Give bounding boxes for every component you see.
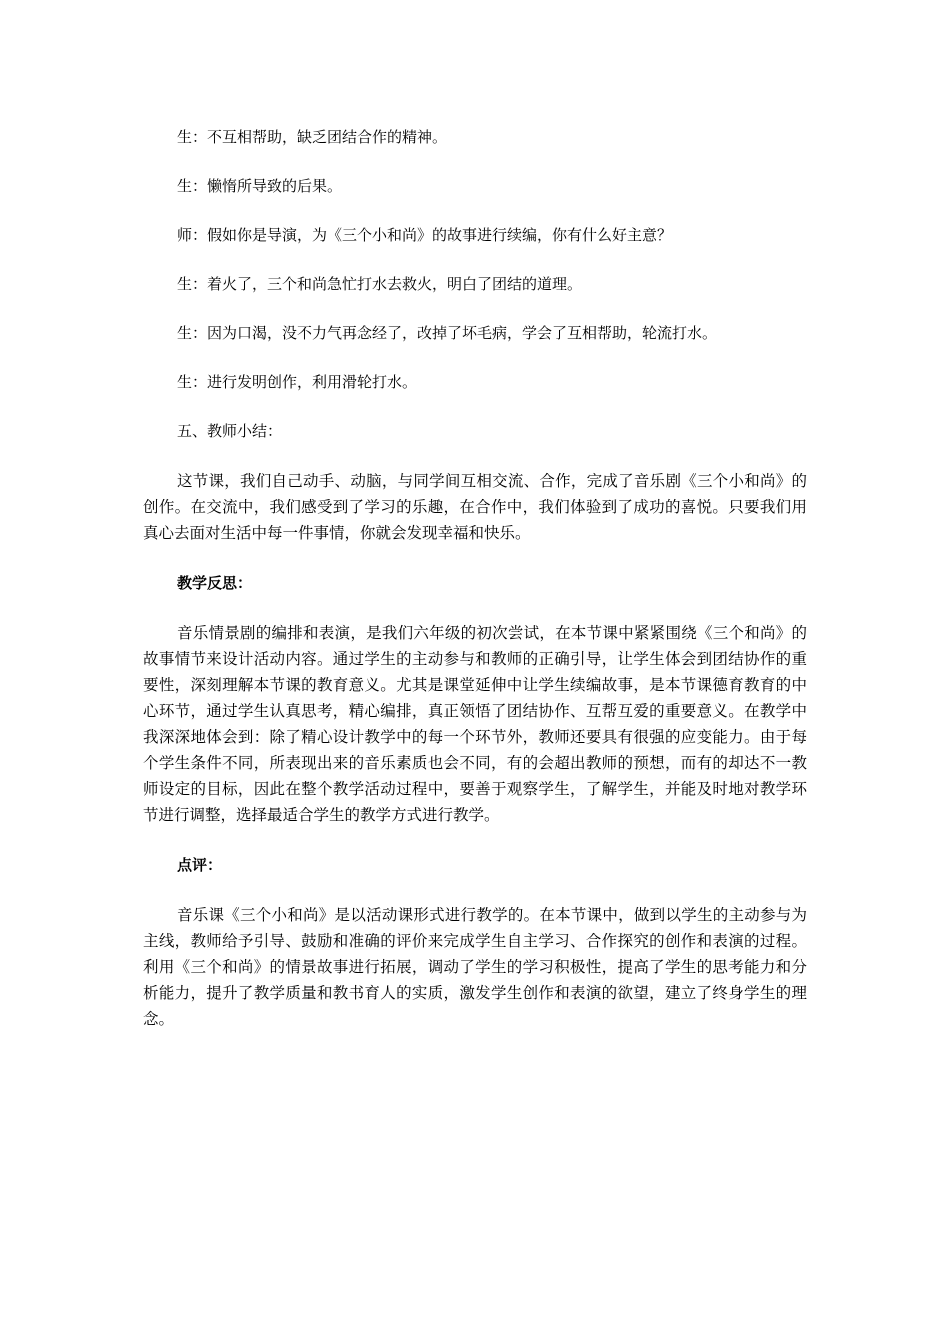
dialogue-line-1: 生：不互相帮助，缺乏团结合作的精神。 <box>177 128 448 146</box>
comment-heading: 点评： <box>177 856 223 874</box>
summary-paragraph: 这节课，我们自己动手、动脑，与同学间互相交流、合作，完成了音乐剧《三个小和尚》的创作。在交流中，我们感受到了学习的乐趣，在合作中，我们体验到了成功的喜悦。只要我们用真心去面对生活中每一件事情，你就会发现幸福和快乐。 <box>143 472 807 542</box>
reflection-heading: 教学反思： <box>177 574 253 592</box>
dialogue-line-5: 生：因为口渴，没不力气再念经了，改掉了坏毛病，学会了互相帮助，轮流打水。 <box>177 324 718 342</box>
dialogue-line-2: 生：懒惰所导致的后果。 <box>177 177 343 195</box>
reflection-paragraph: 音乐情景剧的编排和表演，是我们六年级的初次尝试，在本节课中紧紧围绕《三个和尚》的故事情节来设计活动内容。通过学生的主动参与和教师的正确引导，让学生体会到团结协作的重要性，深刻理解本节课的教育意义。尤其是课堂延伸中让学生续编故事，是本节课德育教育的中心环节，通过学生认真思考，精心编排，真正领悟了团结协作、互帮互爱的重要意义。在教学中我深深地体会到：除了精心设计教学中的每一个环节外，教师还要具有很强的应变能力。由于每个学生条件不同，所表现出来的音乐素质也会不同，有的会超出教师的预想，而有的却达不一教师设定的目标，因此在整个教学活动过程中，要善于观察学生，了解学生，并能及时地对教学环节进行调整，选择最适合学生的教学方式进行教学。 <box>143 624 807 824</box>
dialogue-line-4: 生：着火了，三个和尚急忙打水去救火，明白了团结的道理。 <box>177 275 583 293</box>
document-body <box>143 125 807 1057</box>
dialogue-line-3: 师：假如你是导演，为《三个小和尚》的故事进行续编，你有什么好主意？ <box>177 226 673 244</box>
section-five-heading: 五、教师小结： <box>177 422 283 440</box>
dialogue-line-6: 生：进行发明创作，利用滑轮打水。 <box>177 373 418 391</box>
comment-paragraph: 音乐课《三个小和尚》是以活动课形式进行教学的。在本节课中，做到以学生的主动参与为主线，教师给予引导、鼓励和准确的评价来完成学生自主学习、合作探究的创作和表演的过程。利用《三个和尚》的情景故事进行拓展，调动了学生的学习积极性，提高了学生的思考能力和分析能力，提升了教学质量和教书育人的实质，激发学生创作和表演的欲望，建立了终身学生的理念。 <box>143 906 807 1028</box>
